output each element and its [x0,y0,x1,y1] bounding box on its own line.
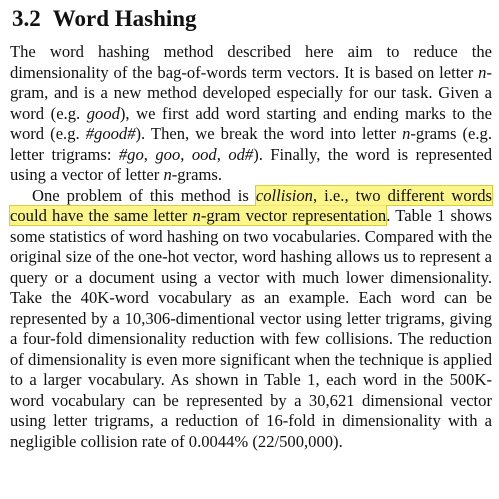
italic-n: n [402,124,411,143]
text-run: -gram, and is a new method developed especially for our task. Given a word (e.g. [10,62,492,123]
italic-n: n [192,206,201,225]
text-run: . Table 1 shows some statistics of word hashing on two vocabularies. Compared with the original size of the one-hot vector, word hashing allows us to represent a query or a document using a vector with much lower dimensionality. Take the 40K-word vocabulary as an example. Each word can be represented by a 10,306-dimentional vector using letter trigrams, giving a four-fold dimensionality reduction with few collisions. The reduction of dimensionality is even more significant when the technique is applied to a larger vocabulary. As shown in Table 1, each word in the 500K-word vocabulary can be represented by a 30,621 dimensional vector using letter trigrams, a reduction of 16-fold in dimensionality with a negligible collision rate of 0.0044% (22/500,000). [10,206,493,451]
text-run: , [143,144,156,164]
italic-trigram: #go [118,144,144,164]
text-run: The word hashing method described here aim to reduce the dimensionality of the bag-of-words term vectors. It is based on letter [10,42,492,82]
document-page [10,4,492,452]
paragraph-collision [10,186,492,453]
text-run: , [180,144,192,164]
italic-example-hashgood: #good# [85,124,136,143]
text-run: , i.e., two different words could have the same letter [10,185,492,225]
text-run: ). Finally, the word is represented using a vector of letter [10,144,493,184]
italic-collision: collision [255,185,313,205]
section-title: Word Hashing [52,6,197,31]
section-heading [12,4,492,34]
text-run: -gram vector representation [200,206,387,225]
text-run: , [216,144,229,164]
italic-trigram: goo [155,144,181,164]
italic-n: n [163,165,172,184]
italic-trigram: ood [191,144,217,164]
text-run: ), we first add word starting and ending marks to the word (e.g. [10,103,492,143]
section-number: 3.2 [12,6,41,31]
text-run: -grams (e.g. letter trigrams: [10,124,492,164]
text-run: -grams. [171,165,222,184]
paragraph-word-hashing-intro [10,42,492,186]
italic-n: n [478,62,487,82]
italic-trigram: od# [228,144,254,164]
text-run: ). Then, we break the word into letter [135,124,403,143]
italic-example-good: good [86,103,120,123]
text-run: One problem of this method is [32,185,256,205]
